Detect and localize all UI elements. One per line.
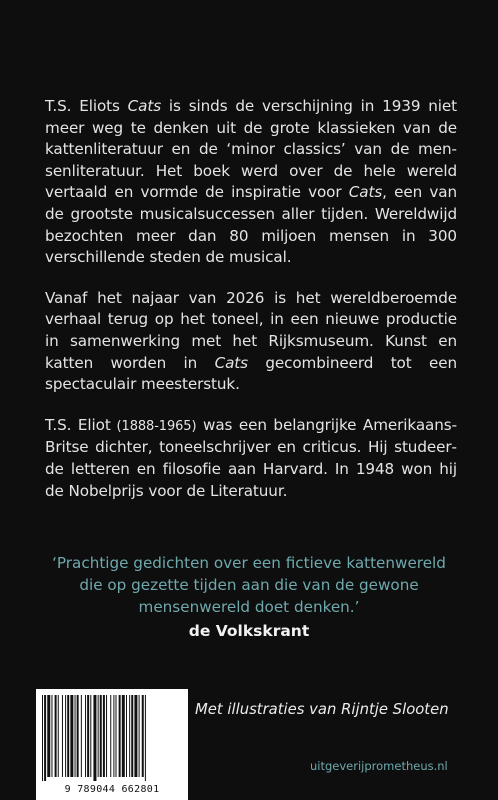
barcode-bar [103, 695, 105, 777]
barcode-bar [139, 695, 140, 777]
musical-title: Cats [348, 183, 383, 202]
barcode-bar [116, 695, 117, 777]
author-bio-text: was een belangrijke Amerikaans-Britse dichter, toneelschrijver en criticus. Hij studeerde letteren en filosofie aan Harvard. In 1948 won hij de Nobelprijs voor de Literatuur. [45, 415, 457, 500]
barcode-bar [47, 695, 50, 777]
barcode-bar [70, 695, 73, 777]
intro-text-middle: is sinds de verschijning in 1939 niet meer weg te denken uit de grote klassieken van de kattenliteratuur en de ‘minor classics’ van de mensenliteratuur. Het boek werd over de hele wereld vertaald en vormde de inspiratie voor [45, 97, 458, 202]
isbn-number: 9 789044 662801 [64, 784, 160, 795]
barcode-bar [58, 695, 59, 777]
barcode-bar [85, 695, 86, 777]
barcode-bar [87, 695, 89, 777]
barcode-bar [67, 695, 69, 777]
review-quote [45, 553, 453, 640]
barcode-bar [90, 695, 91, 777]
barcode-bar [44, 695, 46, 781]
author-bio-paragraph [45, 415, 457, 502]
barcode-bar [129, 695, 130, 777]
barcode-bar [81, 695, 82, 777]
barcode-bar [65, 695, 66, 777]
barcode-bar [106, 695, 107, 777]
barcode-bar [62, 695, 63, 777]
back-cover-blurb [45, 96, 457, 521]
intro-text-start: T.S. Eliots [45, 97, 128, 115]
barcode-bar [75, 695, 76, 777]
quote-source: de Volkskrant [188, 622, 310, 641]
author-dates: (1888-1965) [110, 418, 197, 434]
barcode-bar [119, 695, 121, 777]
intro-text-end: , een van de grootste musicalsuccessen aller tijden. Wereldwijd bezochten meer dan 80 miljoen mensen in 300 verschillende steden de musical. [45, 183, 457, 267]
barcode-bar [122, 695, 125, 777]
quote-text: ‘Prachtige gedichten over een fictieve kattenwereld die op gezette tijden aan die van de gewone mensenwereld doet denken.’ [52, 554, 446, 616]
production-title: Cats [214, 353, 248, 372]
intro-paragraph [45, 96, 457, 269]
barcode-bar [145, 695, 146, 781]
barcode-bar [77, 695, 79, 777]
barcode-bar [110, 695, 111, 777]
barcode-bars [40, 695, 184, 781]
barcode-bar [51, 695, 52, 777]
barcode-bar [55, 695, 57, 777]
barcode-bar [42, 695, 43, 781]
book-title: Cats [127, 97, 162, 115]
barcode-bar [134, 695, 137, 777]
barcode-bar [93, 695, 96, 781]
isbn-barcode [36, 689, 188, 800]
barcode-bar [142, 695, 144, 777]
production-text-start: Vanaf het najaar van 2026 is het wereldberoemde verhaal terug op het toneel, in een nieuwe productie in samenwerking met het Rijksmuseum. Kunst en katten worden in [45, 288, 457, 372]
barcode-bar [126, 695, 127, 777]
barcode-bar [113, 695, 114, 777]
barcode-bar [98, 695, 99, 777]
illustrations-credit: Met illustraties van Rijntje Slooten [195, 701, 449, 718]
author-name: T.S. Eliot [45, 415, 111, 434]
production-text-end: gecombineerd tot een spectaculair meesterstuk. [45, 353, 457, 394]
barcode-bar [100, 695, 102, 777]
production-paragraph [45, 288, 457, 396]
barcode-bar [131, 695, 133, 777]
publisher-url: uitgeverijprometheus.nl [310, 759, 448, 773]
